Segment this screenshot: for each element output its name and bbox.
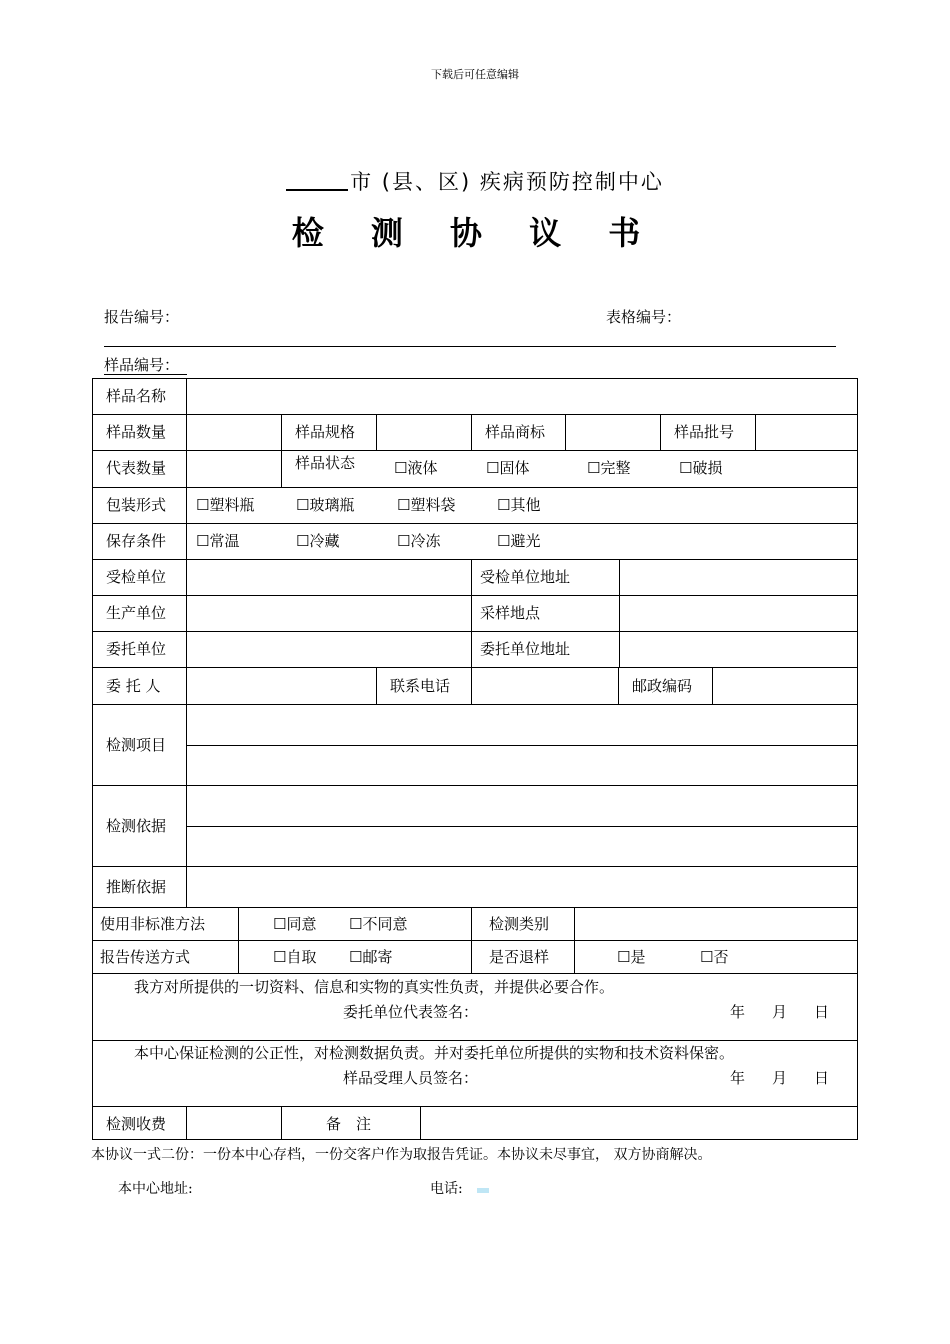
checkbox-icon: ☐ <box>679 459 693 477</box>
label-client-unit: 委托单位 <box>106 640 167 658</box>
address-label: 本中心地址: <box>118 1181 193 1197</box>
option-label: 不同意 <box>362 915 408 933</box>
remark-field[interactable] <box>424 1108 854 1138</box>
row-line <box>92 487 858 488</box>
pack-glass-bottle-option[interactable] <box>296 496 354 514</box>
row-line <box>92 1040 858 1041</box>
judge-basis-field[interactable] <box>190 868 854 905</box>
row-line <box>92 595 858 596</box>
row-line <box>92 450 858 451</box>
row-line <box>92 940 858 941</box>
row-line <box>92 907 858 908</box>
col-line <box>376 667 377 704</box>
col-line <box>238 907 239 973</box>
label-inspected-addr: 受检单位地址 <box>480 568 571 586</box>
label-sample-brand: 样品商标 <box>485 423 546 441</box>
receiver-date-day: 日 <box>814 1069 830 1087</box>
client-sign-label: 委托单位代表签名： <box>343 1003 479 1021</box>
label-test-basis: 检测依据 <box>106 817 167 835</box>
col-line <box>471 667 472 704</box>
row-line <box>92 1106 858 1107</box>
option-label: 冷藏 <box>309 532 340 550</box>
return-yes-option[interactable] <box>617 948 645 966</box>
col-line <box>471 414 472 450</box>
store-dark-option[interactable] <box>497 532 540 550</box>
option-label: 塑料瓶 <box>209 496 255 514</box>
col-line <box>281 414 282 487</box>
form-no-label: 表格编号： <box>606 308 682 326</box>
checkbox-icon: ☐ <box>196 532 210 550</box>
col-line <box>186 378 187 907</box>
subtitle <box>0 166 950 196</box>
test-items-field[interactable] <box>190 706 854 783</box>
option-label: 避光 <box>510 532 541 550</box>
client-date-month: 月 <box>772 1003 788 1021</box>
option-label: 固体 <box>499 459 530 477</box>
tel-label: 电话: <box>430 1181 463 1197</box>
receiver-date-year: 年 <box>730 1069 746 1087</box>
sample-batch-field[interactable] <box>758 416 854 448</box>
label-sample-qty: 样品数量 <box>106 423 167 441</box>
option-label: 塑料袋 <box>410 496 456 514</box>
city-blank[interactable] <box>286 169 348 191</box>
delivery-pickup-option[interactable] <box>273 948 316 966</box>
option-label: 完整 <box>600 459 631 477</box>
label-phone: 联系电话 <box>390 677 451 695</box>
row-line <box>92 559 858 560</box>
pack-other-option[interactable] <box>497 496 540 514</box>
divider <box>104 346 836 347</box>
checkbox-icon: ☐ <box>394 459 408 477</box>
receiver-sign-field[interactable] <box>488 1064 708 1090</box>
report-no-label: 报告编号： <box>104 308 180 326</box>
client-sign-field[interactable] <box>488 998 708 1024</box>
producer-field[interactable] <box>190 597 467 629</box>
postcode-field[interactable] <box>715 669 854 702</box>
option-label: 玻璃瓶 <box>309 496 355 514</box>
client-date-day: 日 <box>814 1003 830 1021</box>
receiver-date-month: 月 <box>772 1069 788 1087</box>
label-judge-basis: 推断依据 <box>106 878 167 896</box>
sample-no-label: 样品编号： <box>104 356 187 375</box>
row-line <box>92 667 858 668</box>
row-line <box>92 973 858 974</box>
label-nonstd: 使用非标准方法 <box>100 915 206 933</box>
sample-qty-field[interactable] <box>190 416 278 448</box>
option-label: 自取 <box>286 948 317 966</box>
rep-qty-field[interactable] <box>190 452 278 485</box>
client-unit-field[interactable] <box>190 633 467 665</box>
option-label: 邮寄 <box>362 948 393 966</box>
col-line <box>619 559 620 667</box>
checkbox-icon: ☐ <box>497 532 511 550</box>
checkbox-icon: ☐ <box>273 915 287 933</box>
checkbox-icon: ☐ <box>273 948 287 966</box>
store-frozen-option[interactable] <box>397 532 440 550</box>
row-line <box>92 631 858 632</box>
checkbox-icon: ☐ <box>397 496 411 514</box>
label-sampling-site: 采样地点 <box>480 604 541 622</box>
option-label: 液体 <box>407 459 438 477</box>
option-label: 其他 <box>510 496 541 514</box>
checkbox-icon: ☐ <box>587 459 601 477</box>
sampling-site-field[interactable] <box>622 597 854 629</box>
option-label: 冷冻 <box>410 532 441 550</box>
label-storage: 保存条件 <box>106 532 167 550</box>
label-sample-batch: 样品批号 <box>674 423 735 441</box>
checkbox-icon: ☐ <box>196 496 210 514</box>
checkbox-icon: ☐ <box>296 496 310 514</box>
label-client-addr: 委托单位地址 <box>480 640 571 658</box>
label-rep-qty: 代表数量 <box>106 459 167 477</box>
checkbox-icon: ☐ <box>296 532 310 550</box>
pack-plastic-bag-option[interactable] <box>397 496 455 514</box>
receiver-sign-label: 样品受理人员签名： <box>343 1069 479 1087</box>
test-type-field[interactable] <box>578 909 854 938</box>
checkbox-icon: ☐ <box>486 459 500 477</box>
nonstd-disagree-option[interactable] <box>349 915 407 933</box>
label-test-items: 检测项目 <box>106 736 167 754</box>
sample-brand-field[interactable] <box>568 416 656 448</box>
option-label: 破损 <box>692 459 723 477</box>
label-postcode: 邮政编码 <box>632 677 693 695</box>
checkbox-icon: ☐ <box>497 496 511 514</box>
label-remark: 备 注 <box>326 1115 372 1133</box>
state-solid-option[interactable] <box>486 459 529 477</box>
nonstd-agree-option[interactable] <box>273 915 316 933</box>
label-report-delivery: 报告传送方式 <box>100 948 191 966</box>
row-line <box>92 866 858 867</box>
return-no-option[interactable] <box>700 948 728 966</box>
row-line <box>92 523 858 524</box>
col-line <box>186 1106 187 1140</box>
col-line <box>565 414 566 450</box>
row-line <box>92 785 858 786</box>
fee-field[interactable] <box>190 1108 278 1138</box>
col-line <box>281 1106 282 1140</box>
inspected-unit-field[interactable] <box>190 561 467 593</box>
checkbox-icon: ☐ <box>397 532 411 550</box>
state-damaged-option[interactable] <box>679 459 722 477</box>
col-line <box>471 907 472 973</box>
label-packaging: 包装形式 <box>106 496 167 514</box>
option-label: 常温 <box>209 532 240 550</box>
page-title: 检 测 协 议 书 <box>291 214 659 252</box>
highlight-mark <box>477 1188 489 1193</box>
option-label: 同意 <box>286 915 317 933</box>
label-fee: 检测收费 <box>106 1115 167 1133</box>
sample-name-field[interactable] <box>190 380 854 412</box>
label-test-type: 检测类别 <box>489 915 550 933</box>
checkbox-icon: ☐ <box>349 948 363 966</box>
store-refrigerated-option[interactable] <box>296 532 339 550</box>
col-line <box>660 414 661 450</box>
col-line <box>712 667 713 704</box>
client-statement: 我方对所提供的一切资料、信息和实物的真实性负责，并提供必要合作。 <box>134 978 615 996</box>
client-date-year: 年 <box>730 1003 746 1021</box>
row-line <box>92 414 858 415</box>
row-line <box>92 704 858 705</box>
option-label: 否 <box>713 948 729 966</box>
subtitle-text: 市 (县、区) 疾病预防控制中心 <box>350 170 664 194</box>
col-line <box>755 414 756 450</box>
client-person-field[interactable] <box>190 669 372 702</box>
store-room-temp-option[interactable] <box>196 532 239 550</box>
col-line <box>574 907 575 973</box>
state-liquid-option[interactable] <box>394 459 437 477</box>
sample-spec-field[interactable] <box>379 416 467 448</box>
col-line <box>471 559 472 667</box>
inspected-addr-field[interactable] <box>622 561 854 593</box>
label-sample-name: 样品名称 <box>106 387 167 405</box>
label-sample-spec: 样品规格 <box>295 423 356 441</box>
test-basis-field[interactable] <box>190 787 854 864</box>
option-label: 是 <box>630 948 646 966</box>
col-line <box>618 667 619 704</box>
state-intact-option[interactable] <box>587 459 630 477</box>
phone-field[interactable] <box>474 669 614 702</box>
col-line <box>420 1106 421 1140</box>
header-note: 下载后可任意编辑 <box>431 68 519 81</box>
label-client-person: 委 托 人 <box>106 677 161 695</box>
label-producer: 生产单位 <box>106 604 167 622</box>
label-return-sample: 是否退样 <box>489 948 550 966</box>
delivery-mail-option[interactable] <box>349 948 392 966</box>
checkbox-icon: ☐ <box>349 915 363 933</box>
checkbox-icon: ☐ <box>617 948 631 966</box>
center-statement: 本中心保证检测的公正性，对检测数据负责。并对委托单位所提供的实物和技术资料保密。 <box>134 1044 735 1062</box>
col-line <box>376 414 377 450</box>
label-sample-state: 样品状态 <box>295 454 356 472</box>
label-inspected-unit: 受检单位 <box>106 568 167 586</box>
checkbox-icon: ☐ <box>700 948 714 966</box>
pack-plastic-bottle-option[interactable] <box>196 496 254 514</box>
footer-note: 本协议一式二份：一份本中心存档，一份交客户作为取报告凭证。本协议未尽事宜， 双方协商解决。 <box>91 1147 712 1163</box>
client-addr-field[interactable] <box>622 633 854 665</box>
